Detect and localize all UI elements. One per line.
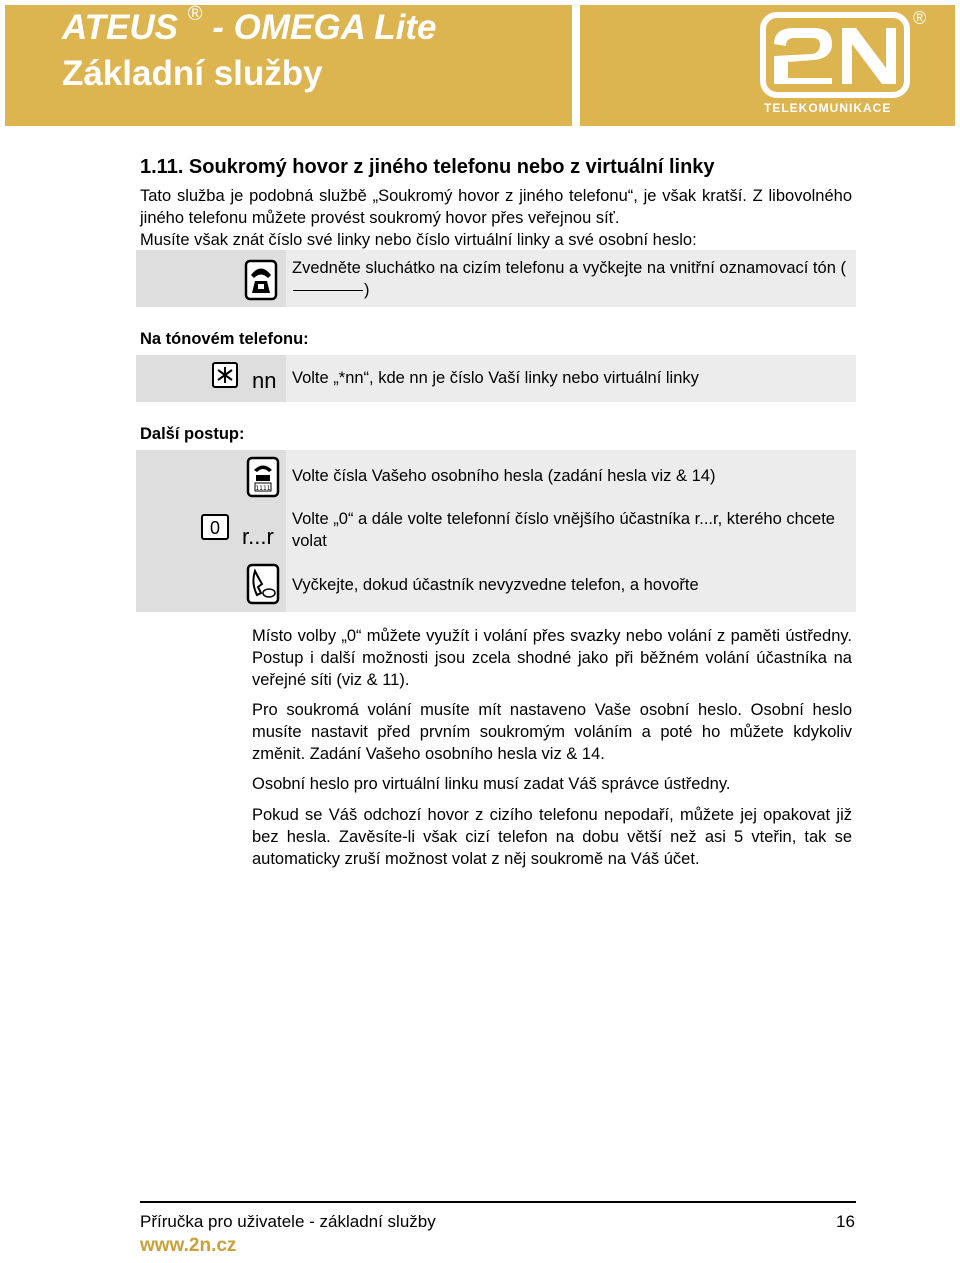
page-header (0, 0, 960, 128)
star-symbol: nn (252, 368, 277, 393)
tone-phone-label: Na tónovém telefonu: (140, 330, 309, 348)
zero-key-icon (200, 513, 230, 541)
paragraph-3: Osobní heslo pro virtuální linku musí zadat Váš správce ústředny. (252, 775, 731, 793)
lift-handset-icon (244, 259, 278, 301)
dial-symbol: r...r (242, 524, 274, 549)
2n-logo-icon (760, 12, 910, 98)
step-lift-text: Zvedněte sluchátko na cizím telefonu a vyčkejte na vnitřní oznamovací tón () (292, 259, 846, 299)
paragraph-4: Pokud se Váš odchozí hovor z cizího telefonu nepodaří, můžete jej opakovat již bez hesla. Zavěsíte-li však cizí telefon na dobu větší než asi 5 vteřin, tak se automaticky zruší možnost volat z něj soukromě na Váš účet. (252, 806, 852, 868)
step-dial-text: Volte „0“ a dále volte telefonní číslo vnějšího účastníka r...r, kterého chcete volat (292, 510, 835, 550)
footer-divider (140, 1201, 856, 1203)
step-lift-handset (136, 250, 856, 307)
step-wait-answer (136, 555, 856, 612)
phone-keypad-icon (246, 456, 280, 498)
step-star-text: Volte „*nn“, kde nn je číslo Vaší linky nebo virtuální linky (292, 369, 699, 387)
logo-registered-mark: ® (913, 8, 927, 28)
step-star-nn (136, 355, 856, 402)
footer-title: Příručka pro uživatele - základní služby (140, 1212, 436, 1231)
header-subtitle: Základní služby (62, 54, 323, 93)
star-key-icon (211, 361, 239, 389)
step-wait-text: Vyčkejte, dokud účastník nevyzvedne telefon, a hovořte (292, 576, 699, 594)
paragraph-1: Místo volby „0“ můžete využít i volání přes svazky nebo volání z paměti ústředny. Postup i další možnosti jsou zcela shodné jako při běžném volání účastníka na veřejné síti (viz & 11). (252, 627, 852, 689)
svg-text:0: 0 (209, 518, 221, 538)
step-password (136, 450, 856, 503)
logo-text: TELEKOMUNIKACE (764, 101, 892, 115)
page-number: 16 (836, 1212, 855, 1231)
header-title: ATEUS ® - OMEGA Lite (62, 3, 437, 47)
footer-link[interactable]: www.2n.cz (140, 1235, 237, 1256)
next-steps-label: Další postup: (140, 425, 245, 443)
handset-speaking-icon (246, 563, 280, 605)
paragraph-2: Pro soukromá volání musíte mít nastaveno Vaše osobní heslo. Osobní heslo musíte nastavit před prvním soukromým voláním a poté ho můžete kdykoliv změnit. Zadání Vašeho osobního hesla viz & 14. (252, 701, 852, 763)
section-heading: 1.11. Soukromý hovor z jiného telefonu nebo z virtuální linky (140, 156, 715, 178)
step-dial-number (136, 503, 856, 555)
intro-text: Tato služba je podobná službě „Soukromý hovor z jiného telefonu“, je však kratší. Z libovolného jiného telefonu můžete provést soukromý hovor přes veřejnou síť. Musíte však znát číslo své linky nebo číslo virtuální linky a své osobní heslo: (140, 187, 852, 249)
step-password-text: Volte čísla Vašeho osobního hesla (zadání hesla viz & 14) (292, 467, 716, 485)
svg-text:1111: 1111 (255, 485, 271, 492)
